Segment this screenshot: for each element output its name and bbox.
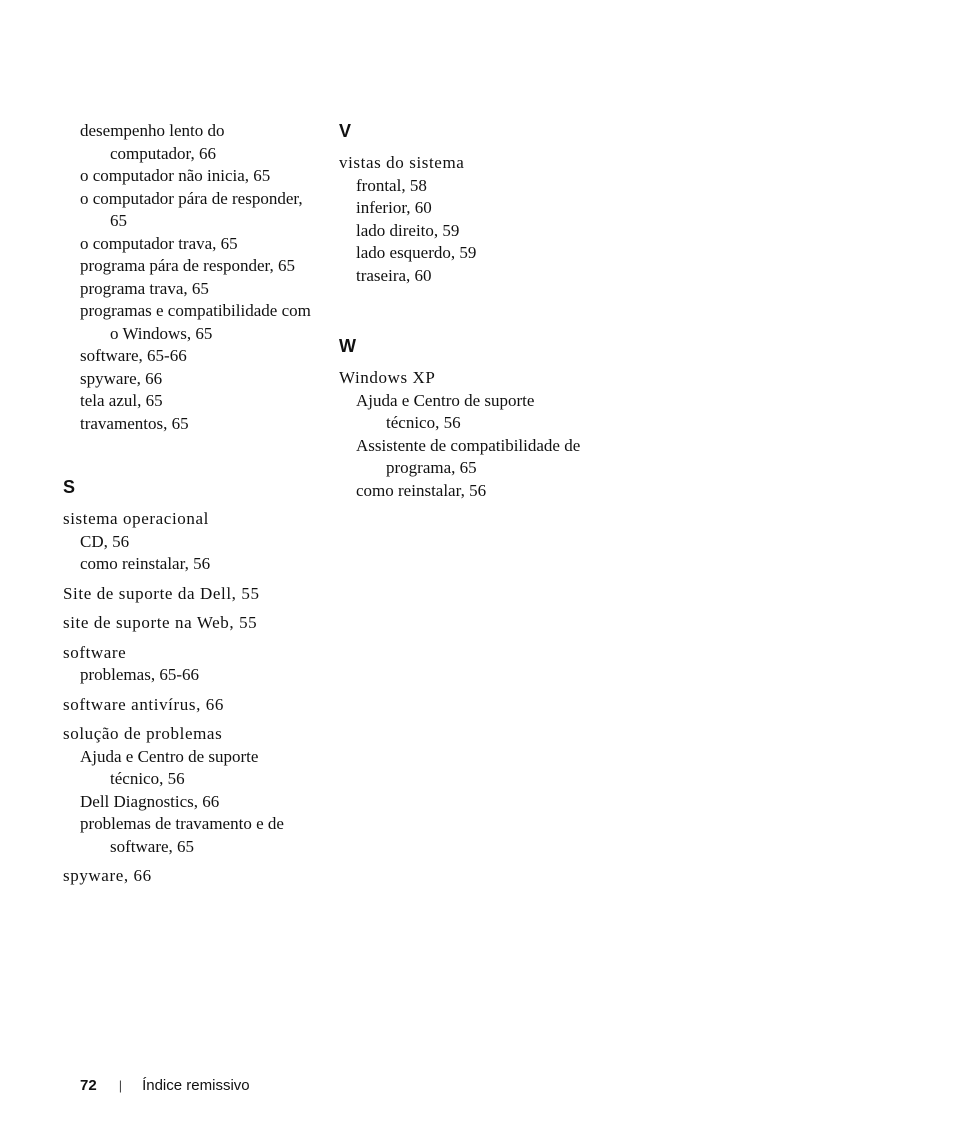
index-subentry: lado esquerdo, 59	[356, 243, 477, 262]
index-term: software	[63, 642, 127, 662]
index-subentry: o computador pára de responder, 65	[80, 188, 303, 230]
index-entry	[63, 865, 313, 888]
index-subentry: programas e compatibilidade com o Windows, 65	[80, 301, 311, 343]
index-subentry: Ajuda e Centro de suporte técnico, 56	[356, 390, 535, 432]
index-term: Site de suporte da Dell, 55	[63, 583, 260, 603]
index-subentry: desempenho lento do computador, 66	[80, 121, 225, 163]
index-subentry: spyware, 66	[80, 368, 163, 388]
index-entry	[339, 367, 589, 502]
section-spacer	[63, 435, 313, 476]
index-column-left	[63, 120, 313, 895]
index-subentry: CD, 56	[80, 531, 130, 551]
index-term: software antivírus, 66	[63, 694, 224, 714]
section-letter-v: V	[339, 121, 352, 141]
index-subentry: software, 65-66	[80, 346, 187, 365]
index-term: site de suporte na Web, 55	[63, 613, 258, 632]
index-subentry: traseira, 60	[356, 265, 432, 285]
index-subentry: lado direito, 59	[356, 220, 460, 240]
index-entry	[63, 612, 313, 635]
index-term: vistas do sistema	[339, 153, 465, 172]
index-entry	[63, 583, 313, 606]
index-subentry: Ajuda e Centro de suporte técnico, 56	[80, 746, 259, 788]
page-number: 72	[80, 1077, 97, 1094]
index-term: solução de problemas	[63, 724, 223, 743]
index-subentry: tela azul, 65	[80, 391, 163, 410]
index-subentry: frontal, 58	[356, 175, 427, 195]
footer-section-title: Índice remissivo	[142, 1077, 250, 1094]
index-term: spyware, 66	[63, 866, 152, 885]
index-entry	[63, 723, 313, 858]
index-subentry: travamentos, 65	[80, 413, 189, 433]
index-entry	[339, 152, 589, 287]
page-footer	[80, 1076, 250, 1096]
index-subentry: o computador trava, 65	[80, 233, 238, 253]
index-column-right	[339, 120, 589, 509]
index-term: sistema operacional	[63, 509, 209, 528]
index-subentry: Dell Diagnostics, 66	[80, 791, 220, 811]
index-subentry: programa trava, 65	[80, 278, 209, 298]
index-subentry: inferior, 60	[356, 198, 432, 217]
continued-entry	[63, 120, 313, 435]
section-spacer	[339, 294, 589, 335]
index-subentry: problemas de travamento e de software, 65	[80, 814, 284, 856]
index-subentry: como reinstalar, 56	[356, 480, 487, 500]
section-letter-s: S	[63, 477, 76, 497]
index-entry	[63, 694, 313, 717]
index-subentry: programa pára de responder, 65	[80, 256, 296, 275]
index-entry	[63, 642, 313, 687]
index-subentry: Assistente de compatibilidade de programa, 65	[356, 435, 581, 477]
index-term: Windows XP	[339, 368, 436, 387]
index-entry	[63, 508, 313, 576]
index-subentry: como reinstalar, 56	[80, 554, 211, 573]
index-subentry: problemas, 65-66	[80, 665, 199, 684]
index-subentry: o computador não inicia, 65	[80, 166, 271, 185]
footer-separator: |	[118, 1078, 123, 1093]
section-letter-w: W	[339, 336, 356, 356]
